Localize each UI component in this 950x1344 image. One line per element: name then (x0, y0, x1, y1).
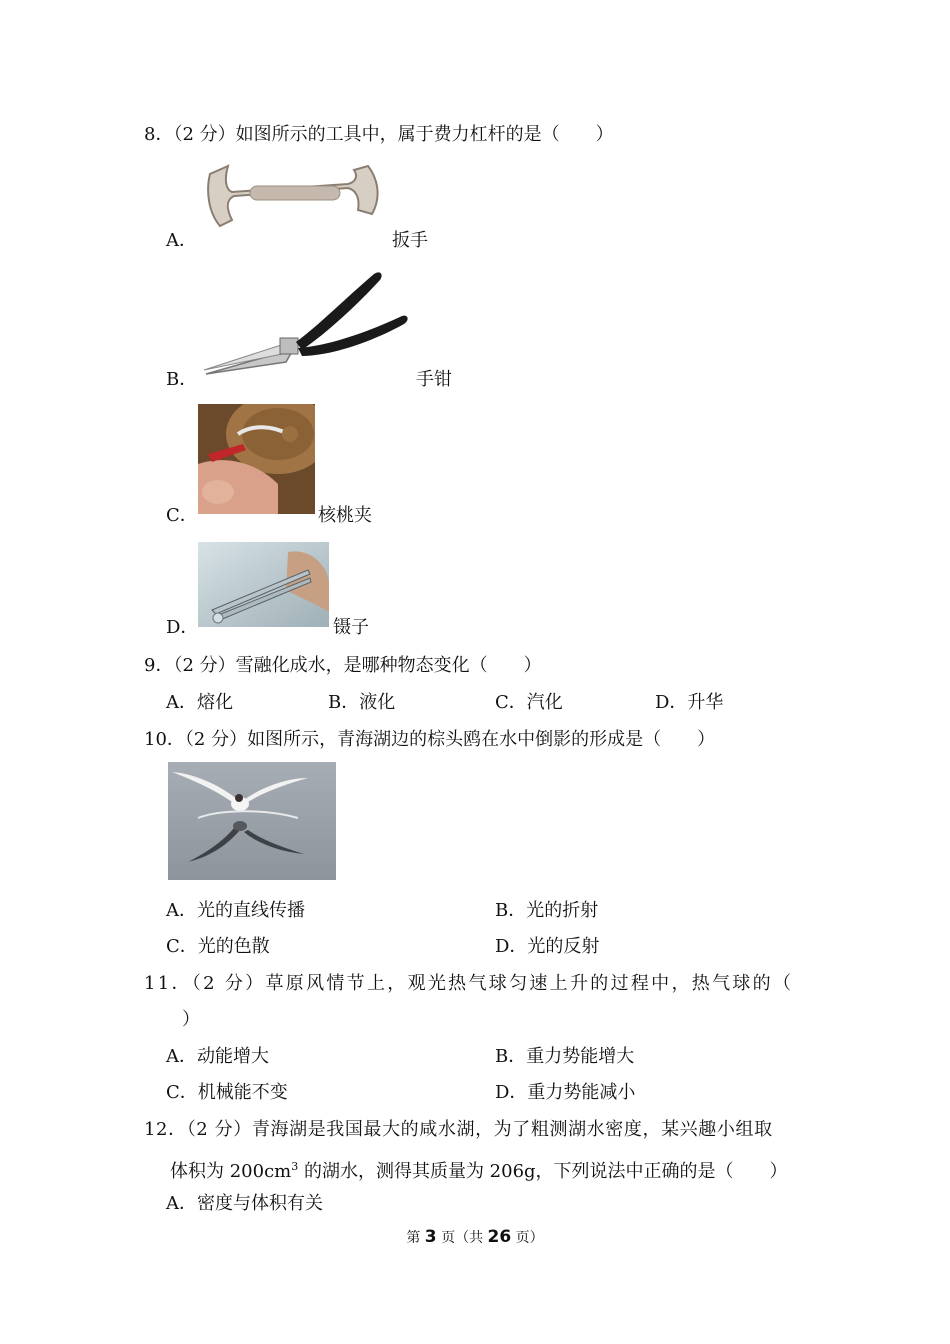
q11-stem-line1: 11．（2 分）草原风情节上，观光热气球匀速上升的过程中，热气球的（ (144, 973, 794, 994)
q10-option-d: D．光的反射 (495, 936, 600, 957)
gull-reflection-image (168, 762, 336, 880)
footer-page-number: 3 (424, 1227, 437, 1247)
footer-pre: 第 (406, 1230, 425, 1246)
q8-option-d-letter: D． (166, 617, 199, 638)
q11-option-a: A．动能增大 (166, 1046, 269, 1067)
q11-option-b: B．重力势能增大 (495, 1046, 635, 1067)
q9-option-a: A．熔化 (166, 692, 233, 713)
q8-option-c-letter: C． (166, 505, 198, 526)
q9-option-d: D．升华 (655, 692, 724, 713)
q12-stem-line1: 12．（2 分）青海湖是我国最大的咸水湖，为了粗测湖水密度，某兴趣小组取 (144, 1119, 773, 1140)
q8-option-b-letter: B． (166, 369, 198, 390)
page-footer (0, 1226, 950, 1249)
q9-option-c: C．汽化 (495, 692, 563, 713)
q10-option-a: A．光的直线传播 (166, 900, 305, 921)
q8-option-a-label: 扳手 (392, 230, 428, 251)
q12-stem-line2-a: 体积为 200cm (170, 1161, 292, 1182)
footer-post: 页） (511, 1230, 544, 1246)
q10-option-c: C．光的色散 (166, 936, 270, 957)
q11-option-d: D．重力势能减小 (495, 1082, 636, 1103)
footer-total-pages: 26 (487, 1227, 512, 1247)
q9-option-b: B．液化 (328, 692, 396, 713)
q12-stem-line2 (170, 1155, 788, 1184)
q8-option-c-label: 核桃夹 (318, 505, 372, 526)
q12-option-a: A．密度与体积有关 (166, 1193, 323, 1214)
nutcracker-image (198, 404, 315, 514)
q9-stem: 9．（2 分）雪融化成水，是哪种物态变化（ ） (144, 655, 542, 676)
q8-stem: 8．（2 分）如图所示的工具中，属于费力杠杆的是（ ） (144, 124, 614, 145)
q10-stem: 10．（2 分）如图所示，青海湖边的棕头鸥在水中倒影的形成是（ ） (144, 729, 716, 750)
q11-option-c: C．机械能不变 (166, 1082, 288, 1103)
q8-option-d-label: 镊子 (333, 617, 369, 638)
wrench-image (198, 156, 383, 236)
footer-mid: 页（共 (436, 1230, 488, 1246)
q12-stem-line2-b: 的湖水，测得其质量为 206g，下列说法中正确的是（ ） (298, 1161, 788, 1182)
q8-option-b-label: 手钳 (416, 369, 452, 390)
q10-option-b: B．光的折射 (495, 900, 599, 921)
pliers-image (198, 266, 413, 384)
q11-stem-line2: ） (182, 1009, 200, 1030)
q8-option-a-letter: A． (166, 230, 197, 251)
tweezers-image (198, 542, 329, 627)
q12-stem-line2-sup: 3 (291, 1160, 299, 1173)
